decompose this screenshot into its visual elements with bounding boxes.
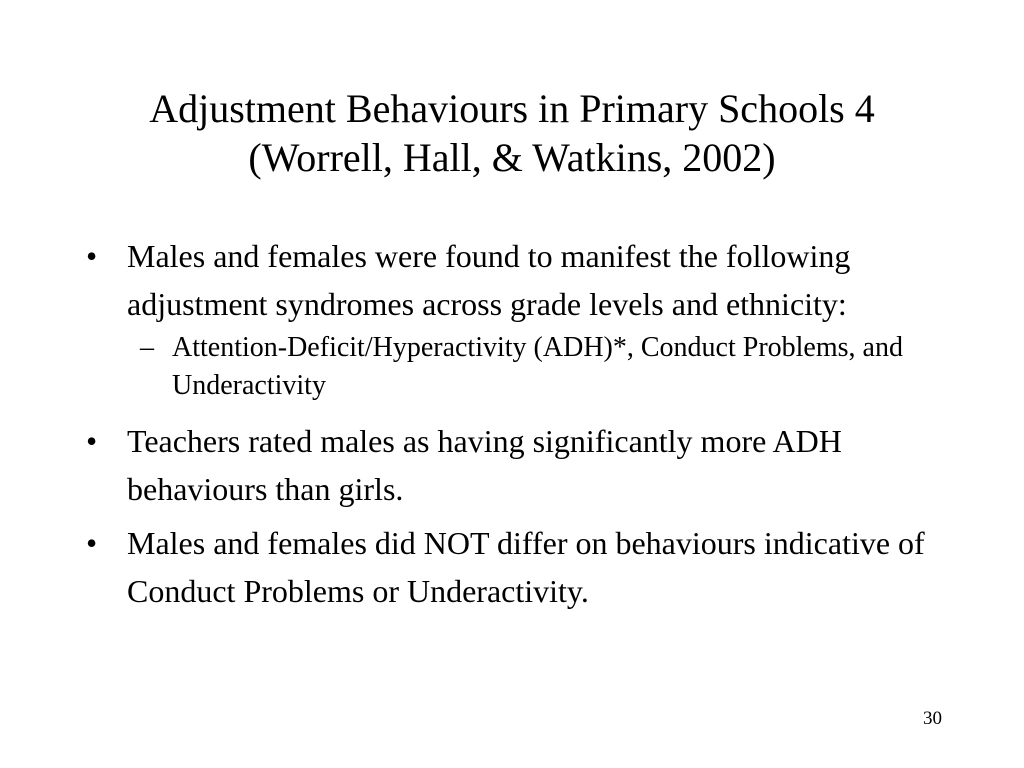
dash-icon: – [140,332,154,363]
sub-bullet-item [86,329,946,405]
bullet-icon: • [86,238,98,274]
bullet-text: Teachers rated males as having significantly more ADH behaviours than girls. [127,423,842,507]
bullet-icon: • [86,525,98,561]
sub-bullet-text: Attention-Deficit/Hyperactivity (ADH)*, Conduct Problems, and Underactivity [172,332,903,401]
bullet-item-3 [86,519,946,615]
title-line-1: Adjustment Behaviours in Primary Schools 4 [149,86,875,131]
bullet-item-2 [86,417,946,513]
title-line-2: (Worrell, Hall, & Watkins, 2002) [248,135,776,180]
bullet-text: Males and females were found to manifest the following adjustment syndromes across grade levels and ethnicity: [127,238,851,322]
bullet-text: Males and females did NOT differ on behaviours indicative of Conduct Problems or Underactivity. [127,525,925,609]
bullet-item-1 [86,232,946,328]
slide-number: 30 [923,708,942,729]
slide-title [40,84,984,182]
bullet-icon: • [86,423,98,459]
slide-body [86,232,946,615]
